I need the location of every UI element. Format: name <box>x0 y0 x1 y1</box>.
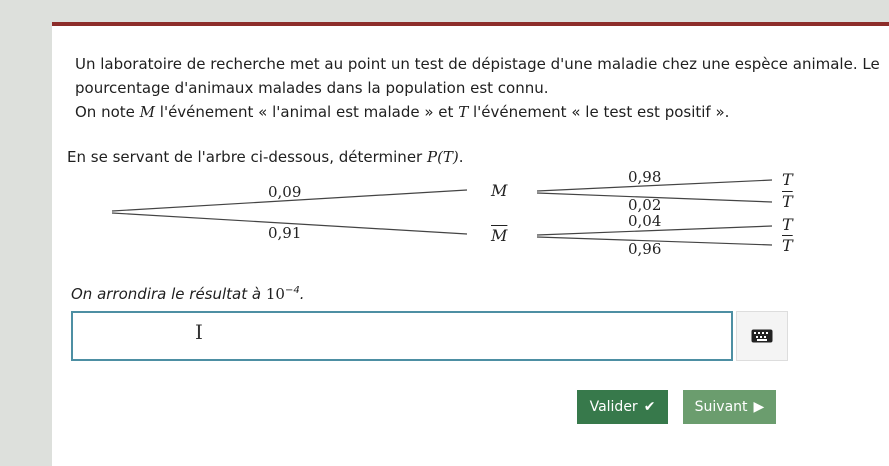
prob-M-T: 0,98 <box>628 168 662 186</box>
event-T: T <box>458 103 469 121</box>
rounding-base: 10 <box>265 285 285 303</box>
answer-input[interactable] <box>71 311 733 361</box>
node-M: M <box>491 181 508 200</box>
leaf-notM-notT: $\overline{T}$ <box>782 236 793 255</box>
prob-notM: 0,91 <box>268 224 302 242</box>
statement-line-3-a: On note <box>75 103 140 121</box>
statement-line-1: Un laboratoire de recherche met au point un test de dépistage d'une maladie chez une espèce animale. Le <box>75 55 880 73</box>
statement-line-3-c: l'événement « le test est positif ». <box>468 103 730 121</box>
event-M: M <box>139 103 156 121</box>
next-button[interactable] <box>683 390 776 424</box>
question-b: . <box>458 148 464 166</box>
play-arrow-icon: ▶ <box>753 399 765 415</box>
rounding-exponent: −4 <box>284 285 300 296</box>
next-label: Suivant <box>694 399 748 415</box>
keyboard-icon <box>751 329 773 343</box>
validate-label: Valider <box>589 399 638 415</box>
leaf-M-T: T <box>782 170 793 189</box>
prob-notM-notT: 0,96 <box>628 240 662 258</box>
rounding-text: On arrondira le résultat à <box>71 285 266 303</box>
text-cursor-icon: I <box>195 320 203 344</box>
rounding-instruction <box>71 285 304 303</box>
statement-line-3-b: l'événement « l'animal est malade » et <box>155 103 459 121</box>
prob-M-notT: 0,02 <box>628 196 662 214</box>
prob-M: 0,09 <box>268 183 302 201</box>
leaf-M-notT: $\overline{T}$ <box>782 192 793 211</box>
node-notM: $\overline{M}$ <box>491 226 508 245</box>
validate-button[interactable] <box>577 390 668 424</box>
prob-notM-T: 0,04 <box>628 212 662 230</box>
virtual-keyboard-button[interactable] <box>736 311 788 361</box>
leaf-notM-T: T <box>782 215 793 234</box>
statement-line-2: pourcentage d'animaux malades dans la population est connu. <box>75 79 549 97</box>
question-a: En se servant de l'arbre ci-dessous, déterminer <box>67 148 427 166</box>
checkmark-icon: ✔ <box>643 399 656 415</box>
rounding-end: . <box>299 285 305 303</box>
question-math: P(T) <box>426 148 459 166</box>
